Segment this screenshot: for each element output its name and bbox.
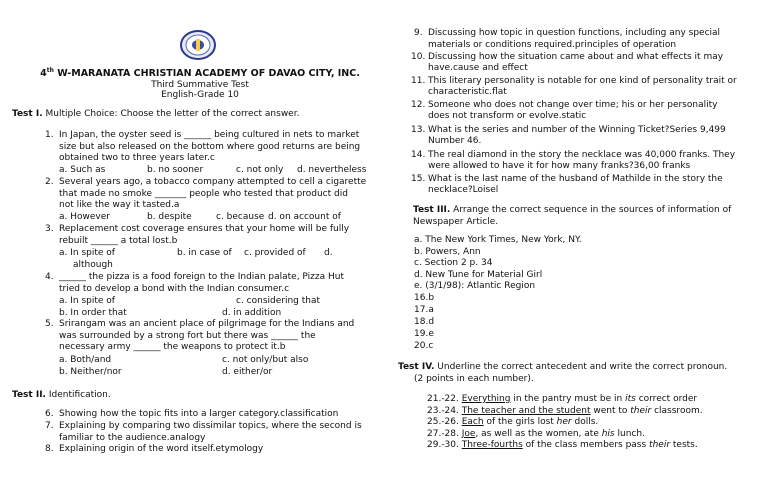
q4-option-d: d. in addition <box>222 308 282 318</box>
q4-option-b: b. In order that <box>59 308 127 318</box>
q3-option-c: c. provided of <box>244 248 306 258</box>
q6-line: Showing how the topic fits into a larger category.classification <box>59 409 339 419</box>
q7-line: Explaining by comparing two dissimilar topics, where the second is <box>59 421 362 431</box>
test3-item: a. The New York Times, New York, NY. <box>414 235 582 245</box>
q5-line: was surrounded by a strong fort but there was ______ the <box>59 330 316 341</box>
q1-line: obtained two to three years later.c <box>59 153 215 163</box>
q5-option-c: c. not only/but also <box>222 355 309 365</box>
q5-line: Srirangam was an ancient place of pilgrimage for the Indians and <box>59 319 355 329</box>
test3-instruction-line: Newspaper Article. <box>413 216 499 227</box>
q14-line: The real diamond in the story the necklace was 40,000 franks. They <box>428 149 736 160</box>
test3-item: c. Section 2 p. 34 <box>414 258 493 268</box>
q9-number: 9. <box>414 28 423 38</box>
q14-number: 14. <box>411 149 426 160</box>
q13-number: 13. <box>411 124 426 135</box>
test3-answer: 20.c <box>414 341 434 351</box>
q2-option-c: c. because <box>216 212 265 222</box>
q4-option-a: a. In spite of <box>59 296 115 306</box>
q3-option-d-text: although <box>73 260 113 270</box>
test3-answer: 17.a <box>414 305 434 315</box>
test4-heading: Test IV. Underline the correct antecedent and write the correct pronoun. <box>398 362 728 372</box>
q4-line: tried to develop a bond with the Indian consumer.c <box>59 283 290 294</box>
test3-heading: Test III. Arrange the correct sequence in the sources of information of <box>413 205 732 215</box>
q9-line: materials or conditions required.principles of operation <box>428 39 677 50</box>
test3-item: d. New Tune for Material Girl <box>414 269 543 280</box>
q12-line: Someone who does not change over time; his or her personality <box>428 99 718 110</box>
test4-points-note: (2 points in each number). <box>414 374 534 384</box>
test3-item: b. Powers, Ann <box>414 246 481 257</box>
q2-line: Several years ago, a tobacco company attempted to cell a cigarette <box>59 177 367 187</box>
q12-number: 12. <box>411 99 426 110</box>
q2-option-a: a. However <box>59 212 110 222</box>
test-title: Third Summative Test <box>151 80 249 90</box>
test3-answer: 19.e <box>414 329 434 339</box>
q11-number: 11. <box>411 75 426 86</box>
test4-item: 23.-24. The teacher and the student went to their classroom. <box>427 405 703 416</box>
q2-number: 2. <box>45 177 54 187</box>
q3-option-d: d. <box>324 248 333 258</box>
q15-number: 15. <box>411 173 426 184</box>
q4-option-c: c. considering that <box>236 296 321 306</box>
q13-line: Number 46. <box>428 136 482 146</box>
q7-line: familiar to the audience.analogy <box>59 432 206 443</box>
test1-heading: Test I. Multiple Choice: Choose the letter of the correct answer. <box>12 109 300 119</box>
q13-line: What is the series and number of the Winning Ticket?Series 9,499 <box>428 124 726 135</box>
q3-option-a: a. In spite of <box>59 248 115 258</box>
q15-line: What is the last name of the husband of Mathilde in the story the <box>428 173 723 184</box>
q1-line: In Japan, the oyster seed is ______ being cultured in nets to market <box>59 130 360 140</box>
test3-answer: 16.b <box>414 293 435 303</box>
q9-line: Discussing how topic in question functions, including any special <box>428 28 721 38</box>
q6-number: 6. <box>45 409 54 419</box>
test4-item: 27.-28. Joe, as well as the women, ate his lunch. <box>427 428 645 439</box>
q14-line: were allowed to have it for how many franks?36,00 franks <box>428 161 691 171</box>
q15-line: necklace?Loisel <box>428 185 499 195</box>
test4-item: 25.-26. Each of the girls lost her dolls. <box>427 417 599 427</box>
q11-line: characteristic.flat <box>428 87 507 97</box>
q5-option-d: d. either/or <box>222 367 273 377</box>
q5-option-b: b. Neither/nor <box>59 367 122 377</box>
q10-line: Discussing how the situation came about and what effects it may <box>428 51 724 62</box>
q3-line: Replacement cost coverage ensures that your home will be fully <box>59 224 350 234</box>
q4-number: 4. <box>45 272 54 282</box>
q11-line: This literary personality is notable for one kind of personality trait or <box>428 75 737 86</box>
q1-option-b: b. no sooner <box>147 165 204 175</box>
q10-number: 10. <box>411 51 426 62</box>
q5-line: necessary army ______ the weapons to protect it.b <box>59 342 286 352</box>
q1-line: size but also released on the bottom where good returns are being <box>59 141 361 152</box>
q1-number: 1. <box>45 130 54 140</box>
q1-option-c: c. not only <box>236 165 284 175</box>
q2-line: not like the way it tasted.a <box>59 200 180 210</box>
school-name: 4th W-MARANATA CHRISTIAN ACADEMY OF DAVAO CITY, INC. <box>40 67 360 80</box>
q5-number: 5. <box>45 319 54 329</box>
q2-option-b: b. despite <box>147 212 192 222</box>
q1-option-d: d. nevertheless <box>297 165 367 175</box>
q3-line: rebuilt ______ a total lost.b <box>59 235 178 246</box>
q8-line: Explaining origin of the word itself.etymology <box>59 444 264 454</box>
q12-line: does not transform or evolve.static <box>428 111 587 121</box>
q10-line: have.cause and effect <box>428 63 528 73</box>
q3-number: 3. <box>45 224 54 234</box>
test3-answer: 18.d <box>414 317 435 327</box>
q1-option-a: a. Such as <box>59 165 106 175</box>
q4-line: ______ the pizza is a food foreign to the Indian palate, Pizza Hut <box>59 272 344 282</box>
test2-heading: Test II. Identification. <box>12 390 111 400</box>
test3-item: e. (3/1/98): Atlantic Region <box>414 281 536 291</box>
q3-option-b: b. in case of <box>177 248 232 258</box>
q2-line: that made no smoke _______ people who tested that product did <box>59 188 348 199</box>
q7-number: 7. <box>45 421 54 431</box>
test4-item: 21.-22. Everything in the pantry must be in its correct order <box>427 394 698 404</box>
q8-number: 8. <box>45 444 54 454</box>
school-seal-icon <box>178 30 218 60</box>
q5-option-a: a. Both/and <box>59 355 112 365</box>
subject-title: English-Grade 10 <box>161 90 239 100</box>
test4-item: 29.-30. Three-fourths of the class members pass their tests. <box>427 440 698 450</box>
q2-option-d: d. on account of <box>268 212 341 222</box>
